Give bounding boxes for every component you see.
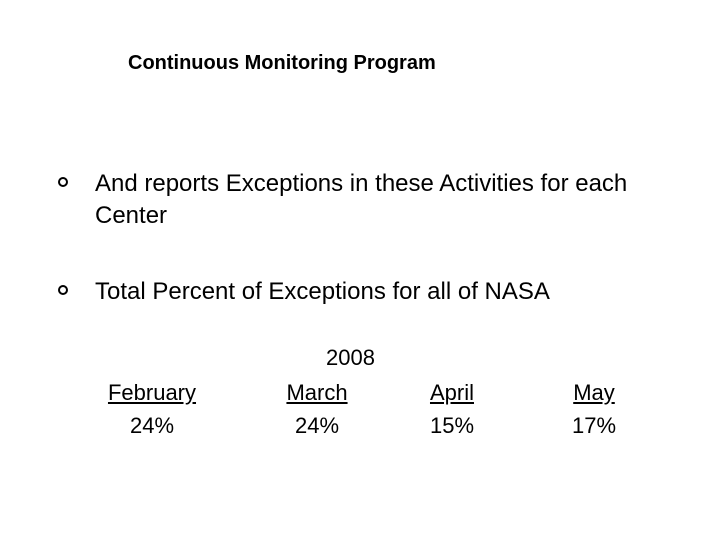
slide-title: Continuous Monitoring Program (128, 52, 436, 74)
bullet-text: Total Percent of Exceptions for all of NASA (95, 278, 550, 305)
month-column-april (387, 378, 517, 444)
percent-value: 15% (429, 413, 475, 438)
bullet-item-reports (58, 168, 635, 232)
month-column-may (529, 378, 659, 444)
ring-bullet-icon (58, 285, 68, 295)
month-label: April (429, 380, 474, 405)
bullet-item-total-percent (58, 276, 635, 308)
month-label: February (107, 380, 197, 405)
month-label: May (573, 380, 615, 405)
month-column-march (252, 378, 382, 444)
month-column-february (87, 378, 217, 444)
percent-value: 17% (571, 413, 617, 438)
ring-bullet-icon (58, 177, 68, 187)
bullet-text: And reports Exceptions in these Activities for each Center (95, 170, 628, 229)
month-label: March (286, 380, 348, 405)
percent-value: 24% (129, 413, 175, 438)
year-label: 2008 (326, 345, 375, 370)
percent-value: 24% (294, 413, 340, 438)
